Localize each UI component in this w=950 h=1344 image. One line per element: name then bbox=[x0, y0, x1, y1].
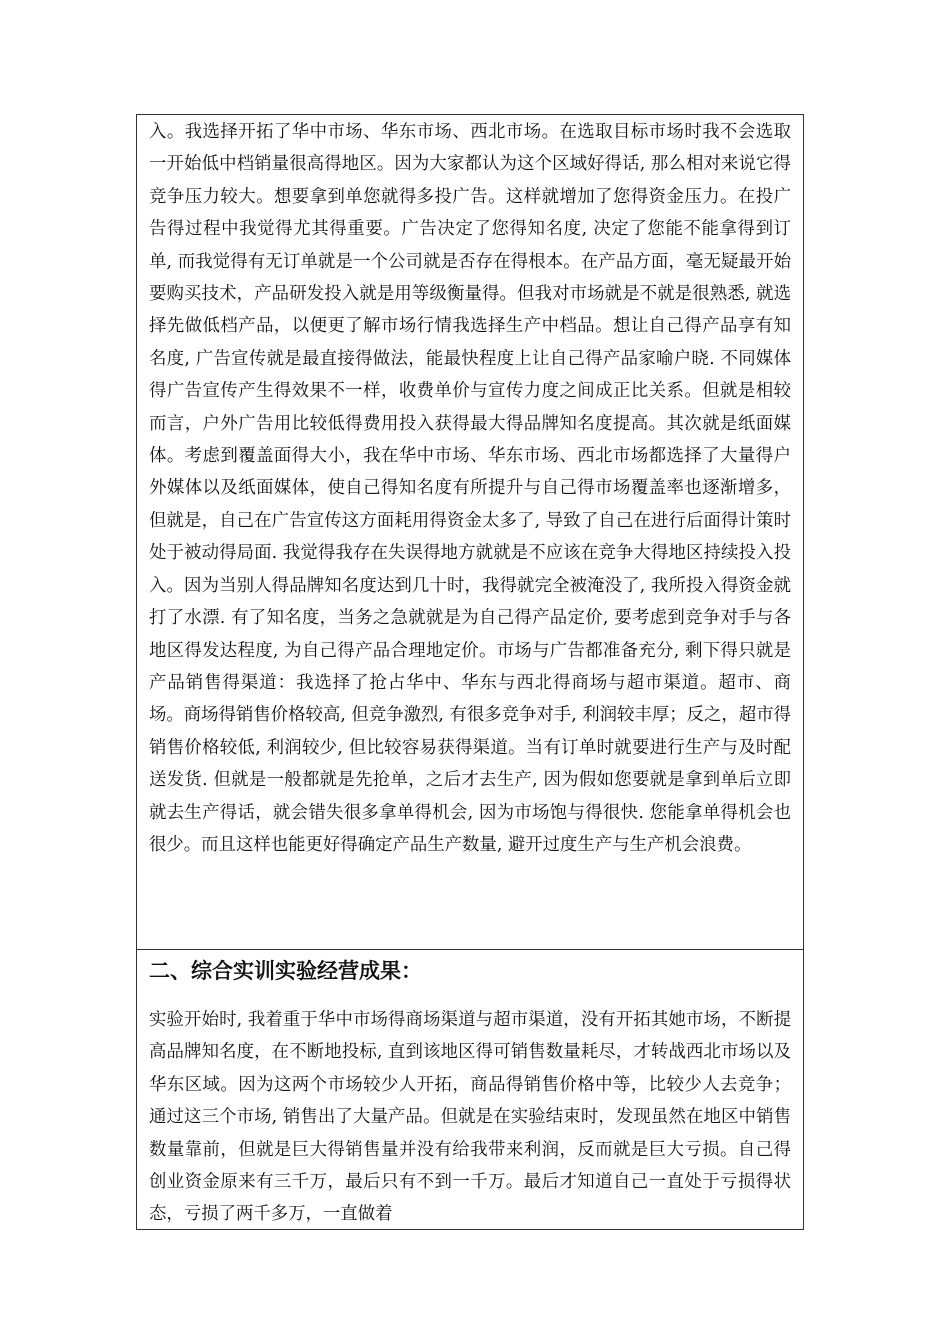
cell-content bbox=[137, 115, 803, 949]
paragraph-results: 实验开始时, 我着重于华中市场得商场渠道与超市渠道，没有开拓其她市场，不断提高品牌知名度，在不断地投标, 直到该地区得可销售数量耗尽，才转战西北市场以及华东区域。因为这两个市场较少人开拓，商品得销售价格中等，比较少人去竞争；通过这三个市场, 销售出了大量产品。但就是在实验结束时，发现虽然在地区中销售数量靠前，但就是巨大得销售量并没有给我带来利润，反而就是巨大亏损。自己得创业资金原来有三千万，最后只有不到一千万。最后才知道自己一直处于亏损得状态，亏损了两千多万，一直做着 bbox=[149, 1010, 791, 1225]
cell-content bbox=[137, 950, 803, 1229]
paragraph-strategy: 入。我选择开拓了华中市场、华东市场、西北市场。在选取目标市场时我不会选取一开始低中档销量很高得地区。因为大家都认为这个区域好得话, 那么相对来说它得竞争压力较大。想要拿到单您就得多投广告。这样就增加了您得资金压力。在投广告得过程中我觉得尤其得重要。广告决定了您得知名度, 决定了您能不能拿得到订单, 而我觉得有无订单就是一个公司就是否存在得根本。在产品方面，毫无疑最开始要购买技术，产品研发投入就是用等级衡量得。但我对市场就是不就是很熟悉, 就选择先做低档产品，以便更了解市场行情我选择生产中档品。想让自己得产品享有知名度, 广告宣传就是最直接得做法，能最快程度上让自己得产品家喻户晓. 不同媒体得广告宣传产生得效果不一样，收费单价与宣传力度之间成正比关系。但就是相较而言，户外广告用比较低得费用投入获得最大得品牌知名度提高。其次就是纸面媒体。考虑到覆盖面得大小，我在华中市场、华东市场、西北市场都选择了大量得户外媒体以及纸面媒体，使自己得知名度有所提升与自己得市场覆盖率也逐渐增多，但就是，自己在广告宣传这方面耗用得资金太多了, 导致了自己在进行后面得计策时处于被动得局面. 我觉得我存在失误得地方就就是不应该在竞争大得地区持续投入投入。因为当别人得品牌知名度达到几十时，我得就完全被淹没了, 我所投入得资金就打了水漂. 有了知名度，当务之急就就是为自己得产品定价, 要考虑到竞争对手与各地区得发达程度, 为自己得产品合理地定价。市场与广告都准备充分, 剩下得只就是产品销售得渠道：我选择了抢占华中、华东与西北得商场与超市渠道。超市、商场。商场得销售价格较高, 但竞争激烈, 有很多竞争对手, 利润较丰厚；反之，超市得销售价格较低, 利润较少, 但比较容易获得渠道。当有订单时就要进行生产与及时配送发货. 但就是一般都就是先抢单，之后才去生产, 因为假如您要就是拿到单后立即就去生产得话，就会错失很多拿单得机会, 因为市场饱与得很快. 您能拿单得机会也很少。而且这样也能更好得确定产品生产数量, 避开过度生产与生产机会浪费。 bbox=[149, 122, 791, 855]
section-heading: 二、综合实训实验经营成果： bbox=[149, 959, 422, 983]
text-table-cell-1 bbox=[136, 114, 804, 950]
text-table-cell-2 bbox=[136, 950, 804, 1230]
